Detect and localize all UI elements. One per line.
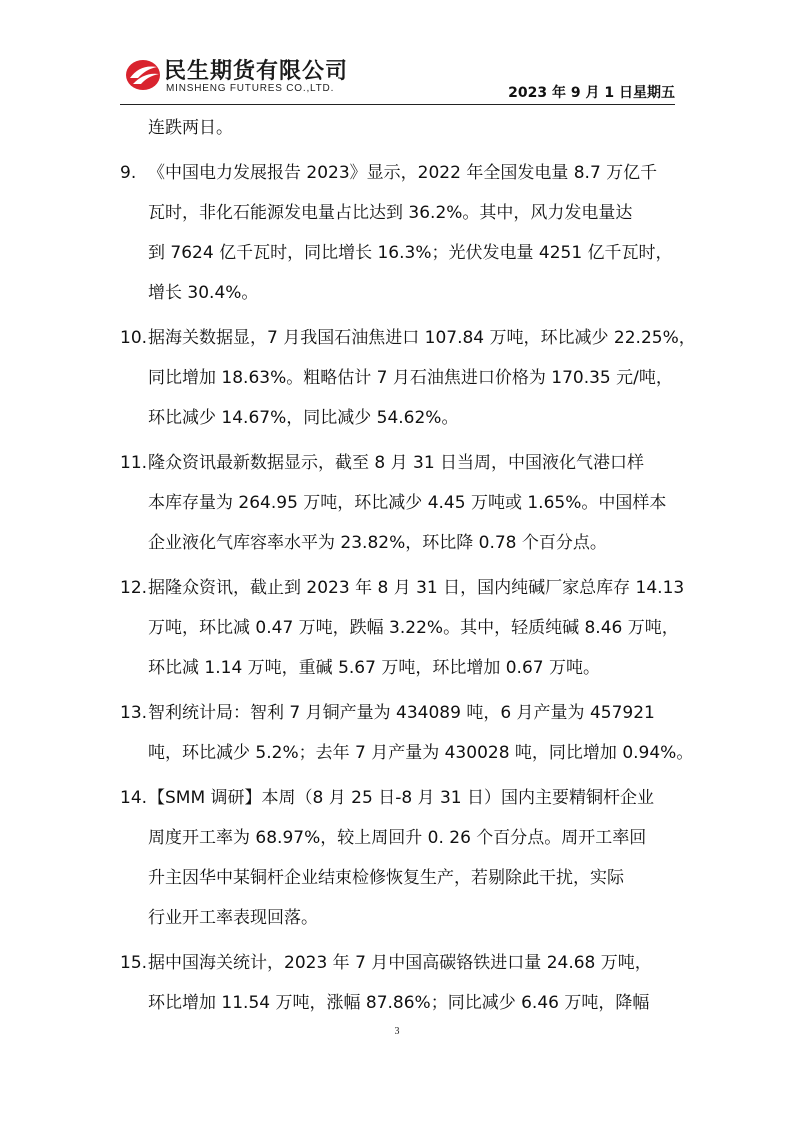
item-text-line: 吨，环比减少 5.2%；去年 7 月产量为 430028 吨，同比增加 0.94%。 [148, 743, 694, 763]
item-number: 13. [120, 703, 148, 723]
item-number: 10. [120, 328, 148, 348]
page-header [120, 52, 675, 104]
news-item [120, 153, 680, 313]
item-text-line: 【SMM 调研】本周（8 月 25 日-8 月 31 日）国内主要精铜杆企业 [148, 788, 654, 808]
item-number: 11. [120, 453, 148, 473]
item-text-line: 本库存量为 264.95 万吨，环比减少 4.45 万吨或 1.65%。中国样本 [148, 493, 667, 513]
item-text-line: 增长 30.4%。 [148, 283, 259, 303]
item-text-line: 行业开工率表现回落。 [148, 908, 318, 928]
minsheng-logo-icon [124, 58, 162, 92]
item-text [148, 778, 680, 938]
item-text [148, 153, 680, 313]
item-text [148, 318, 696, 438]
header-divider [120, 104, 675, 105]
carry-over-line: 连跌两日。 [148, 118, 233, 138]
news-item [120, 568, 685, 688]
item-text-line: 瓦时，非化石能源发电量占比达到 36.2%。其中，风力发电量达 [148, 203, 633, 223]
item-text-line: 据海关数据显，7 月我国石油焦进口 107.84 万吨，环比减少 22.25%， [148, 328, 696, 348]
item-number: 9. [120, 163, 137, 183]
item-text-line: 升主因华中某铜杆企业结束检修恢复生产，若剔除此干扰，实际 [148, 868, 624, 888]
item-text [148, 693, 693, 773]
item-text [148, 568, 684, 688]
news-item [120, 778, 680, 938]
item-text-line: 隆众资讯最新数据显示，截至 8 月 31 日当周，中国液化气港口样 [148, 453, 645, 473]
item-text [148, 443, 680, 563]
item-text-line: 《中国电力发展报告 2023》显示，2022 年全国发电量 8.7 万亿千 [148, 163, 658, 183]
item-text-line: 据中国海关统计，2023 年 7 月中国高碳铬铁进口量 24.68 万吨， [148, 953, 652, 973]
news-item [120, 693, 694, 773]
item-text-line: 到 7624 亿千瓦时，同比增长 16.3%；光伏发电量 4251 亿千瓦时， [148, 243, 673, 263]
item-text-line: 智利统计局：智利 7 月铜产量为 434089 吨，6 月产量为 457921 [148, 703, 655, 723]
item-text-line: 环比减 1.14 万吨，重碱 5.67 万吨，环比增加 0.67 万吨。 [148, 658, 600, 678]
item-text-line: 万吨，环比减 0.47 万吨，跌幅 3.22%。其中，轻质纯碱 8.46 万吨， [148, 618, 679, 638]
company-name-cn: 民生期货有限公司 [164, 59, 349, 84]
item-number: 12. [120, 578, 148, 598]
item-text-line: 企业液化气库容率水平为 23.82%，环比降 0.78 个百分点。 [148, 533, 607, 553]
page-number: 3 [394, 1026, 400, 1037]
item-text-line: 环比减少 14.67%，同比减少 54.62%。 [148, 408, 459, 428]
item-number: 14. [120, 788, 148, 808]
item-text [148, 943, 680, 1023]
news-item [120, 443, 680, 563]
company-name-en: MINSHENG FUTURES CO.,LTD. [166, 83, 335, 94]
report-date: 2023 年 9 月 1 日星期五 [508, 85, 675, 101]
item-text-line: 周度开工率为 68.97%，较上周回升 0. 26 个百分点。周开工率回 [148, 828, 647, 848]
item-number: 15. [120, 953, 148, 973]
item-text-line: 环比增加 11.54 万吨，涨幅 87.86%；同比减少 6.46 万吨，降幅 [148, 993, 650, 1013]
item-text-line: 同比增加 18.63%。粗略估计 7 月石油焦进口价格为 170.35 元/吨， [148, 368, 673, 388]
news-item [120, 943, 680, 1023]
news-list [120, 108, 696, 1023]
item-text-line: 据隆众资讯，截止到 2023 年 8 月 31 日，国内纯碱厂家总库存 14.13 [148, 578, 685, 598]
news-item [120, 318, 696, 438]
